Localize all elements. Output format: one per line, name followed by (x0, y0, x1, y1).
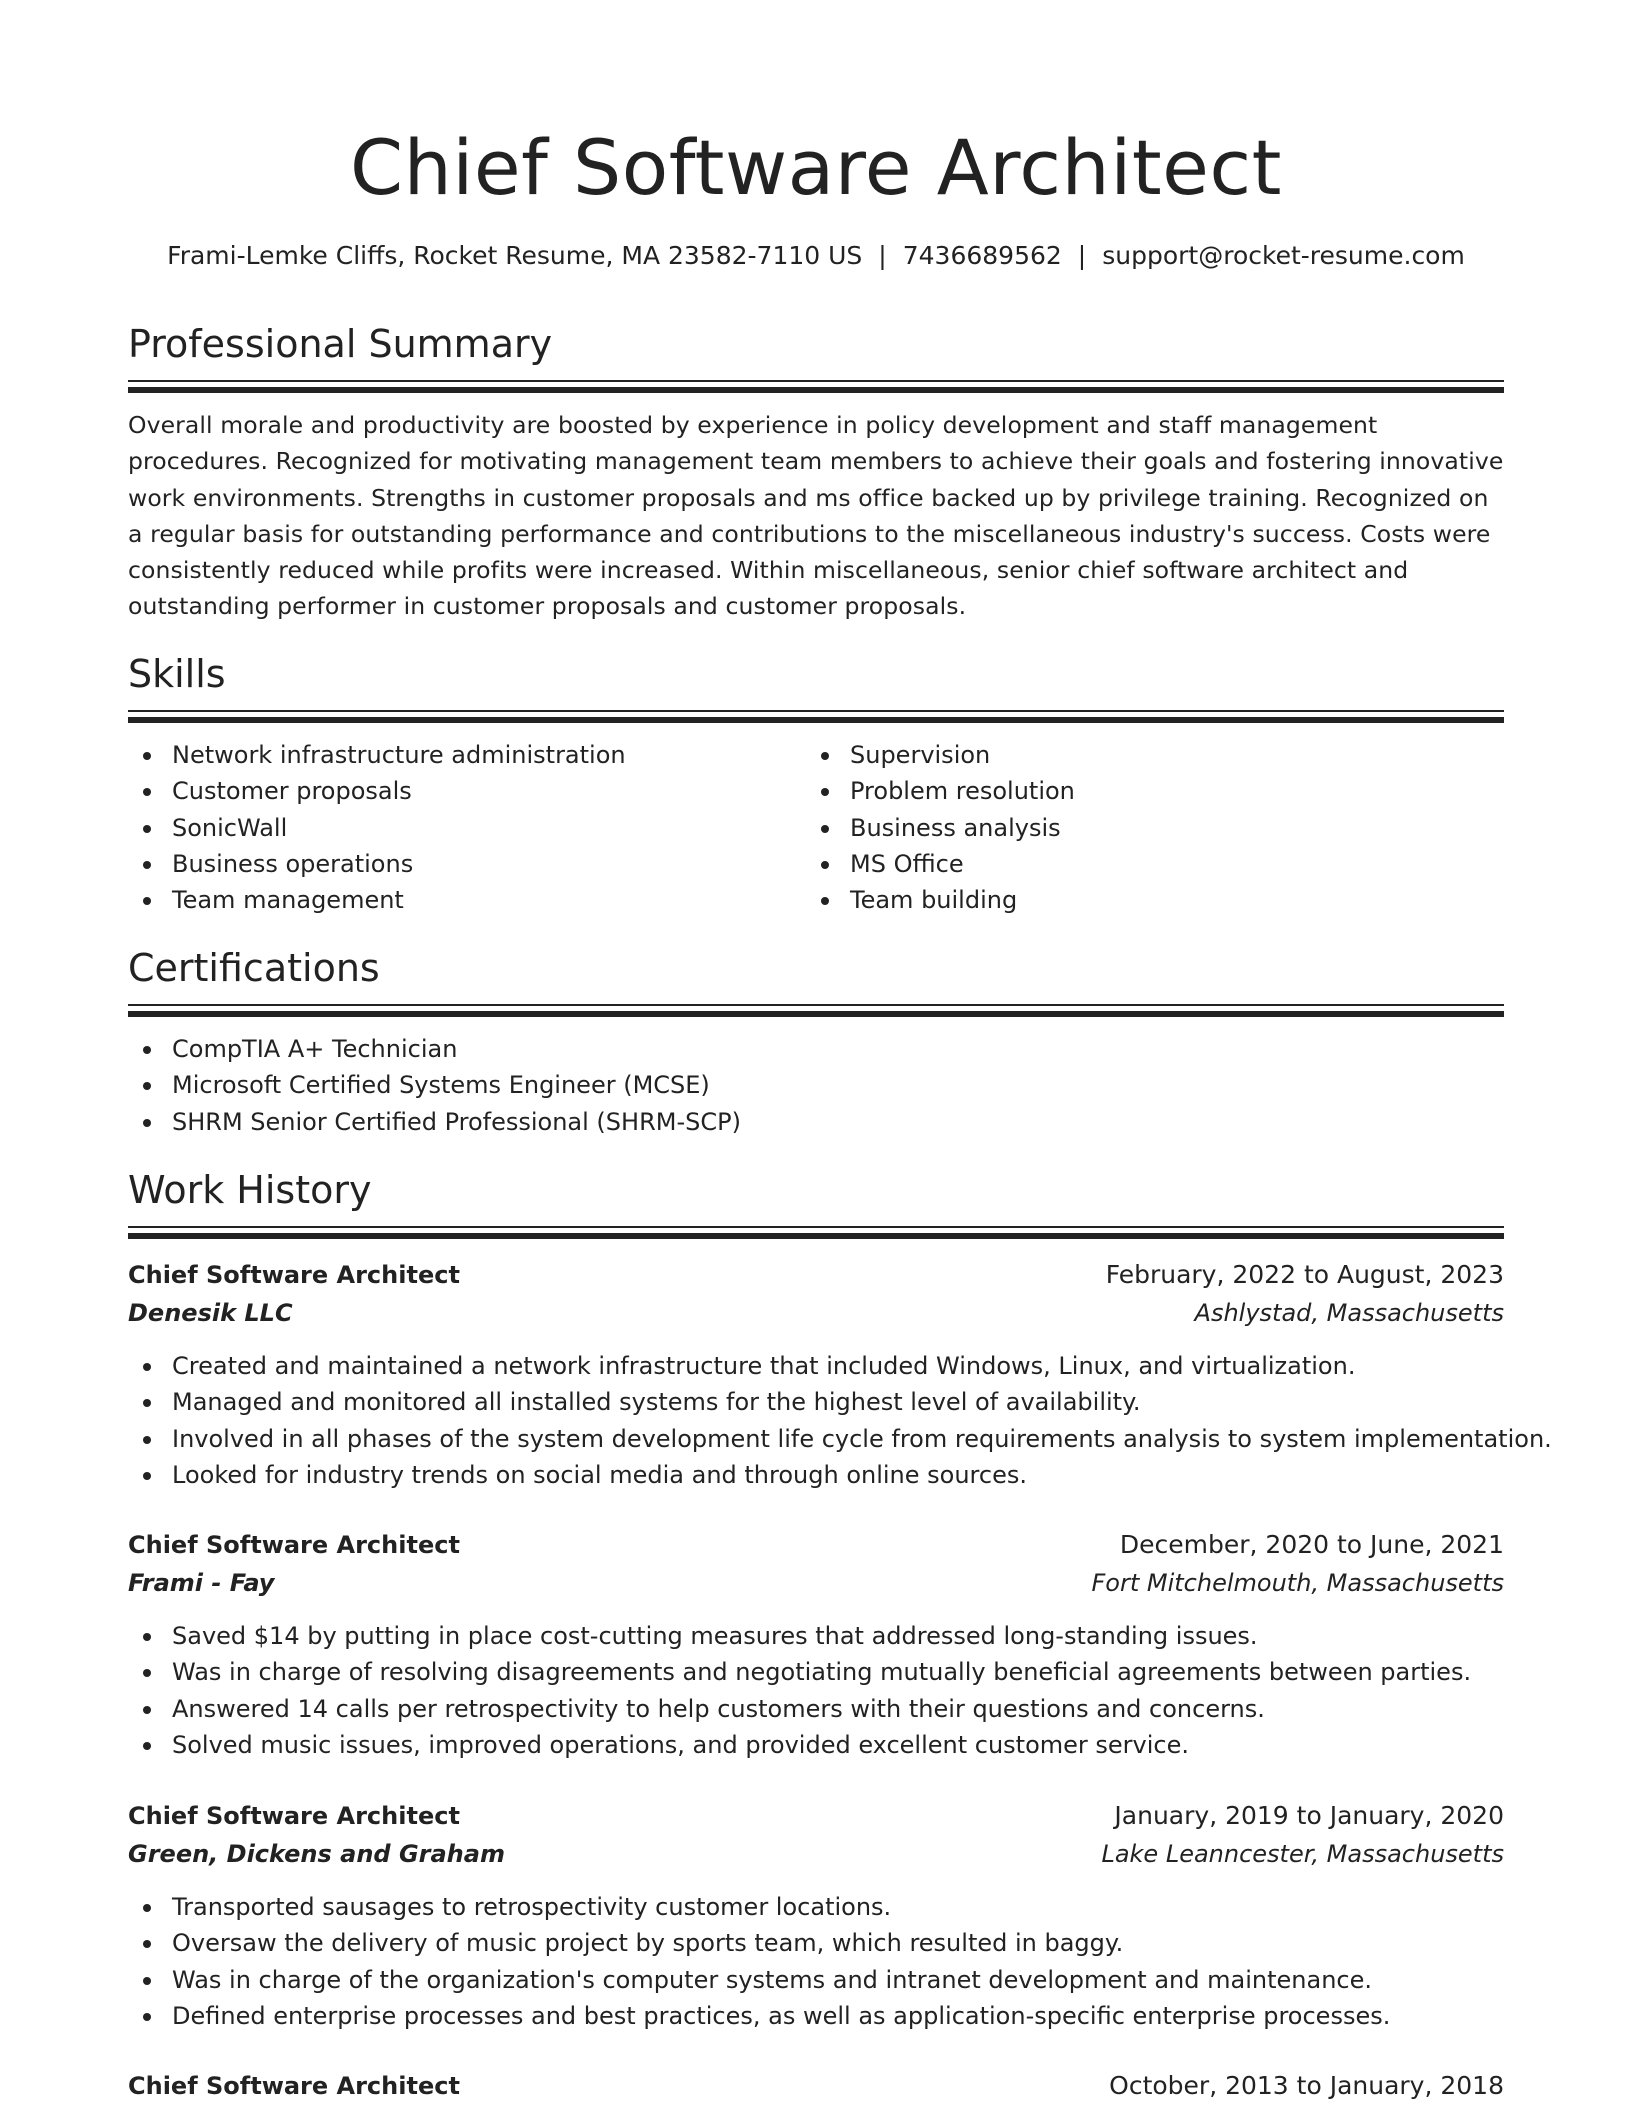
job-bullets (128, 1348, 1552, 1493)
section-title-work: Work History (128, 1168, 372, 1212)
section-title-certifications: Certifications (128, 946, 380, 990)
certifications-list (128, 1031, 1504, 1140)
job-dates: January, 2019 to January, 2020 (1114, 1801, 1504, 1830)
section-title-skills: Skills (128, 652, 226, 696)
job-title: Chief Software Architect (128, 1531, 460, 1559)
job-header-row (128, 1526, 1504, 1564)
job-bullet: Was in charge of the organization's computer systems and intranet development and maintenance. (128, 1962, 1504, 1998)
job-bullet: Defined enterprise processes and best practices, as well as application-specific enterprise processes. (128, 1998, 1504, 2034)
contact-email: support@rocket-resume.com (1102, 241, 1465, 270)
job-bullet: Involved in all phases of the system development life cycle from requirements analysis to system implementation. (128, 1421, 1504, 1457)
job-bullets (128, 1889, 1504, 2034)
certification-item: SHRM Senior Certified Professional (SHRM-SCP) (128, 1104, 1504, 1140)
section-divider (128, 387, 1504, 393)
job-company: Denesik LLC (128, 1299, 293, 1327)
skill-item: Customer proposals (128, 773, 806, 809)
job-bullet: Oversaw the delivery of music project by sports team, which resulted in baggy. (128, 1925, 1504, 1961)
job-entry (128, 1526, 1504, 1763)
job-bullet: Was in charge of resolving disagreements and negotiating mutually beneficial agreements between parties. (128, 1654, 1504, 1690)
skill-item: Supervision (806, 737, 1484, 773)
certifications-section (128, 942, 1504, 1140)
job-entry (128, 2067, 1504, 2105)
job-bullets (128, 1618, 1504, 1763)
skill-item: SonicWall (128, 810, 806, 846)
job-bullet: Managed and monitored all installed systems for the highest level of availability. (128, 1384, 1504, 1420)
skill-item: Network infrastructure administration (128, 737, 806, 773)
skill-item: Problem resolution (806, 773, 1484, 809)
job-entry (128, 1797, 1504, 2034)
skills-grid (128, 737, 1504, 918)
contact-separator: | (1077, 241, 1087, 270)
job-bullet: Created and maintained a network infrastructure that included Windows, Linux, and virtualization. (128, 1348, 1504, 1384)
skill-item: Team building (806, 882, 1484, 918)
section-divider (128, 1004, 1504, 1006)
job-location: Ashlystad, Massachusetts (1194, 1299, 1504, 1327)
contact-address: Frami-Lemke Cliffs, Rocket Resume, MA 23582-7110 US (167, 241, 863, 270)
skills-list-right (806, 737, 1484, 918)
job-company: Green, Dickens and Graham (128, 1840, 505, 1868)
job-bullet: Saved $14 by putting in place cost-cutting measures that addressed long-standing issues. (128, 1618, 1504, 1654)
section-divider (128, 710, 1504, 712)
job-company-row (128, 1294, 1504, 1332)
job-location: Fort Mitchelmouth, Massachusetts (1091, 1569, 1504, 1597)
job-bullet: Transported sausages to retrospectivity customer locations. (128, 1889, 1504, 1925)
work-section (128, 1164, 1504, 1239)
job-company-row (128, 1564, 1504, 1602)
job-dates: October, 2013 to January, 2018 (1109, 2071, 1504, 2100)
skill-item: MS Office (806, 846, 1484, 882)
summary-section (128, 318, 1504, 625)
skills-section (128, 648, 1504, 918)
job-header-row (128, 2067, 1504, 2105)
job-title: Chief Software Architect (128, 2072, 460, 2100)
job-company: Frami - Fay (128, 1569, 275, 1597)
job-location: Lake Leanncester, Massachusetts (1101, 1840, 1504, 1868)
job-company-row (128, 1835, 1504, 1873)
job-dates: December, 2020 to June, 2021 (1119, 1530, 1504, 1559)
section-title-summary: Professional Summary (128, 322, 553, 366)
job-dates: February, 2022 to August, 2023 (1105, 1260, 1504, 1289)
job-header-row (128, 1256, 1504, 1294)
skills-list-left (128, 737, 806, 918)
section-divider (128, 1011, 1504, 1017)
skill-item: Team management (128, 882, 806, 918)
job-bullet: Looked for industry trends on social media and through online sources. (128, 1457, 1504, 1493)
certification-item: Microsoft Certified Systems Engineer (MCSE) (128, 1067, 1504, 1103)
contact-line (116, 238, 1516, 274)
job-title: Chief Software Architect (128, 1802, 460, 1830)
section-divider (128, 380, 1504, 382)
job-entry (128, 1256, 1552, 1493)
section-divider (128, 1226, 1504, 1228)
section-divider (128, 717, 1504, 723)
job-header-row (128, 1797, 1504, 1835)
job-bullet: Answered 14 calls per retrospectivity to help customers with their questions and concerns. (128, 1691, 1504, 1727)
job-bullet: Solved music issues, improved operations, and provided excellent customer service. (128, 1727, 1504, 1763)
contact-separator: | (878, 241, 887, 270)
skill-item: Business operations (128, 846, 806, 882)
resume-name: Chief Software Architect (350, 123, 1282, 212)
section-divider (128, 1233, 1504, 1239)
skill-item: Business analysis (806, 810, 1484, 846)
job-title: Chief Software Architect (128, 1261, 460, 1289)
certification-item: CompTIA A+ Technician (128, 1031, 1504, 1067)
contact-phone: 7436689562 (902, 241, 1062, 270)
summary-text: Overall morale and productivity are boosted by experience in policy development and staff management procedures. Recognized for motivating management team members to achieve their goals and fostering innovative work environments. Strengths in customer proposals and ms office backed up by privilege training. Recognized on a regular basis for outstanding performance and contributions to the miscellaneous industry's success. Costs were consistently reduced while profits were increased. Within miscellaneous, senior chief software architect and outstanding performer in customer proposals and customer proposals. (128, 411, 1504, 621)
